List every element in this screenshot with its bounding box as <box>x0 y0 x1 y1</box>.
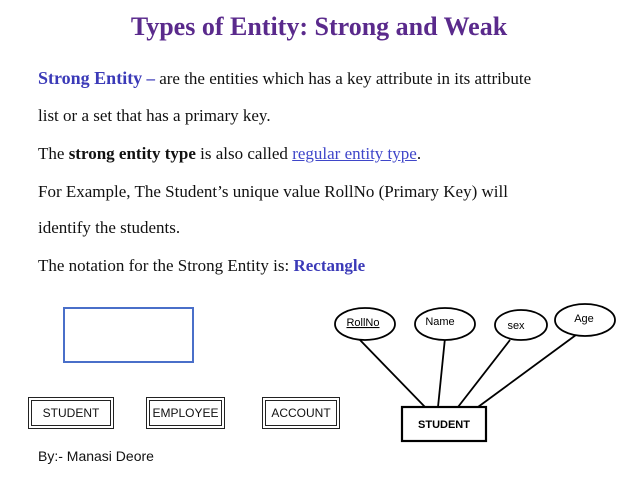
aka-suffix: . <box>416 144 422 163</box>
example-line-2: identify the students. <box>38 218 181 237</box>
definition-dash: – <box>146 69 155 88</box>
er-attr-sex-label: sex <box>507 320 525 332</box>
entity-box-employee: EMPLOYEE <box>146 397 225 429</box>
byline: By:- Manasi Deore <box>38 448 154 464</box>
er-attr-name-label: Name <box>425 316 455 328</box>
er-attr-rollno-label: RollNo <box>346 317 380 329</box>
page-title: Types of Entity: Strong and Weak <box>130 12 508 41</box>
entity-box-account: ACCOUNT <box>262 397 340 429</box>
strong-entity-term: Strong Entity <box>38 68 143 88</box>
entity-box-student: STUDENT <box>28 397 114 429</box>
notation-line <box>38 256 365 276</box>
aka-prefix: The <box>38 144 65 163</box>
er-line-name <box>438 338 445 407</box>
notation-shape: Rectangle <box>293 256 366 275</box>
aka-line <box>38 144 421 164</box>
er-line-age <box>478 332 580 407</box>
definition-text-1: are the entities which has a key attribute in its attribute <box>159 69 532 88</box>
notation-text: The notation for the Strong Entity is: <box>38 256 290 275</box>
er-diagram <box>330 300 630 448</box>
aka-middle: is also called <box>200 144 288 163</box>
er-attr-age-label: Age <box>574 313 594 325</box>
er-entity-label: STUDENT <box>418 419 470 431</box>
example-line-1: For Example, The Student’s unique value RollNo (Primary Key) will <box>38 182 508 201</box>
aka-bold-term: strong entity type <box>68 144 196 163</box>
definition-line-2: list or a set that has a primary key. <box>38 106 271 125</box>
er-line-rollno <box>360 340 425 407</box>
rectangle-notation-sample <box>63 307 194 363</box>
regular-entity-type-link[interactable]: regular entity type <box>292 144 417 163</box>
definition-line-1 <box>38 68 531 89</box>
er-line-sex <box>458 340 510 407</box>
